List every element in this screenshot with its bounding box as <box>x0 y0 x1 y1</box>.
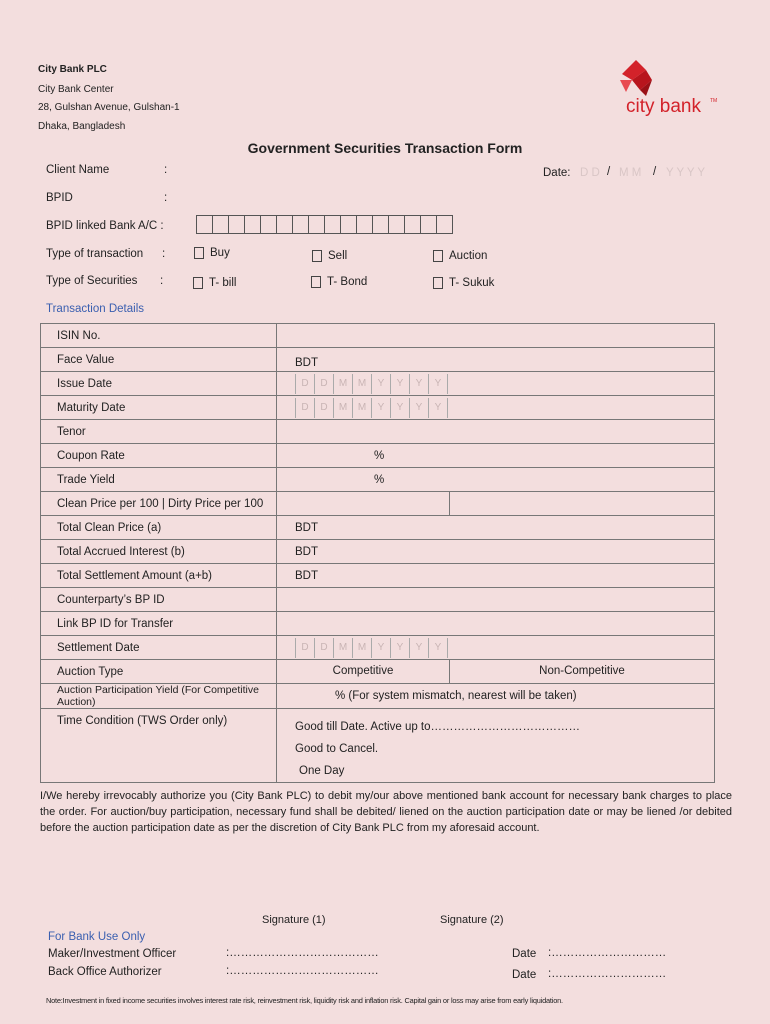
table-row <box>41 468 715 492</box>
tbond-label: T- Bond <box>327 276 368 289</box>
face-value-label: Face Value <box>41 348 277 372</box>
table-row <box>41 372 715 396</box>
price-field[interactable] <box>277 492 715 516</box>
table-row <box>41 348 715 372</box>
time-condition-label: Time Condition (TWS Order only) <box>41 709 277 783</box>
maturity-date-label: Maturity Date <box>41 396 277 420</box>
tbond-checkbox[interactable] <box>311 276 367 288</box>
maker-signature-line[interactable]: :………………………………… <box>226 947 379 959</box>
table-row <box>41 684 715 709</box>
maker-label: Maker/Investment Officer <box>48 948 177 960</box>
percent-sign: % <box>374 449 385 462</box>
trade-yield-field[interactable] <box>277 468 715 492</box>
accrued-interest-label: Total Accrued Interest (b) <box>41 540 277 564</box>
colon: : <box>164 164 168 176</box>
bdt-label: BDT <box>295 545 318 558</box>
transaction-details-table <box>40 323 715 783</box>
date-year-field[interactable]: Y Y Y Y <box>666 167 706 179</box>
date-grid: D D M M Y Y Y Y <box>295 638 714 658</box>
city-bank-logo <box>606 58 718 120</box>
dirty-price-field[interactable] <box>450 492 714 515</box>
tsukuk-label: T- Sukuk <box>449 277 495 290</box>
bank-use-heading: For Bank Use Only <box>48 931 146 943</box>
date-grid: D D M M Y Y Y Y <box>295 374 714 394</box>
address-line-2: 28, Gulshan Avenue, Gulshan-1 <box>38 102 180 113</box>
bdt-label: BDT <box>295 521 318 534</box>
buy-label: Buy <box>210 247 230 260</box>
tenor-field[interactable] <box>277 420 715 444</box>
counterparty-label: Counterparty’s BP ID <box>41 588 277 612</box>
isin-label: ISIN No. <box>41 324 277 348</box>
auction-type-label: Auction Type <box>41 660 277 684</box>
coupon-rate-field[interactable] <box>277 444 715 468</box>
colon: : <box>160 275 164 287</box>
back-office-signature-line[interactable]: :………………………………… <box>226 965 379 977</box>
competitive-option[interactable]: Competitive <box>277 660 450 683</box>
address-line-3: Dhaka, Bangladesh <box>38 121 126 132</box>
good-to-cancel-option[interactable]: Good to Cancel. <box>295 743 379 755</box>
maker-date-label: Date <box>512 948 537 960</box>
time-condition-field <box>277 709 715 783</box>
counterparty-field[interactable] <box>277 588 715 612</box>
footnote: Note:Investment in fixed income securities involves interest rate risk, reinvestment risk, liquidity risk and inflation risk. Capital gain or loss may arise from early liquidation. <box>46 996 563 1005</box>
sell-checkbox[interactable] <box>312 250 347 262</box>
settlement-amount-field[interactable] <box>277 564 715 588</box>
bdt-label: BDT <box>295 356 318 369</box>
face-value-field[interactable] <box>277 348 715 372</box>
table-row <box>41 444 715 468</box>
date-label: Date: <box>543 167 571 179</box>
client-name-label: Client Name <box>46 164 110 176</box>
settlement-amount-label: Total Settlement Amount (a+b) <box>41 564 277 588</box>
date-grid: D D M M Y Y Y Y <box>295 398 714 418</box>
clean-price-field[interactable] <box>277 492 450 515</box>
type-transaction-label: Type of transaction <box>46 248 144 260</box>
colon: : <box>164 192 168 204</box>
logo-text: city bank <box>626 96 701 117</box>
table-row <box>41 612 715 636</box>
bpid-label: BPID <box>46 192 73 204</box>
trade-yield-label: Trade Yield <box>41 468 277 492</box>
tsukuk-checkbox[interactable] <box>433 277 494 289</box>
auction-type-field <box>277 660 715 684</box>
auction-label: Auction <box>449 250 488 263</box>
back-office-label: Back Office Authorizer <box>48 966 162 978</box>
maker-date-line[interactable]: :………………………… <box>548 947 667 959</box>
tenor-label: Tenor <box>41 420 277 444</box>
good-till-date-option[interactable]: Good till Date. Active up to………………………………… <box>295 721 581 733</box>
coupon-rate-label: Coupon Rate <box>41 444 277 468</box>
tbill-label: T- bill <box>209 277 237 290</box>
company-name: City Bank PLC <box>38 64 107 75</box>
non-competitive-option[interactable]: Non-Competitive <box>539 665 625 677</box>
isin-field[interactable] <box>277 324 715 348</box>
table-row <box>41 636 715 660</box>
authorization-text: I/We hereby irrevocably authorize you (City Bank PLC) to debit my/our above mentioned bank account for necessary bank charges to place the order. For auction/buy participation, necessary fund shall be debited/ liened on the auction participation date or may be liened /or debited before the auction participation date as per the discretion of City Bank PLC from my aforesaid account. <box>40 790 732 834</box>
signature-2-label: Signature (2) <box>440 914 504 926</box>
one-day-option[interactable]: One Day <box>299 765 345 777</box>
bpid-bank-label: BPID linked Bank A/C : <box>46 220 164 232</box>
signature-1-label: Signature (1) <box>262 914 326 926</box>
auction-yield-label: Auction Participation Yield (For Competitive Auction) <box>41 684 277 709</box>
bdt-label: BDT <box>295 569 318 582</box>
issue-date-field[interactable] <box>277 372 715 396</box>
table-row <box>41 420 715 444</box>
table-row <box>41 709 715 783</box>
total-clean-field[interactable] <box>277 516 715 540</box>
accrued-interest-field[interactable] <box>277 540 715 564</box>
sell-label: Sell <box>328 250 348 263</box>
yield-note: % (For system mismatch, nearest will be taken) <box>335 690 577 702</box>
table-row <box>41 564 715 588</box>
maturity-date-field[interactable] <box>277 396 715 420</box>
address-line-1: City Bank Center <box>38 84 114 95</box>
table-row <box>41 588 715 612</box>
issue-date-label: Issue Date <box>41 372 277 396</box>
back-office-date-label: Date <box>512 969 537 981</box>
transaction-details-heading: Transaction Details <box>46 303 145 315</box>
buy-checkbox[interactable] <box>194 247 230 259</box>
type-securities-label: Type of Securities <box>46 275 138 287</box>
tbill-checkbox[interactable] <box>193 277 236 289</box>
date-month-field[interactable]: M M <box>619 167 642 179</box>
form-title: Government Securities Transaction Form <box>247 140 523 156</box>
back-office-date-line[interactable]: :………………………… <box>548 968 667 980</box>
table-row <box>41 492 715 516</box>
table-row <box>41 516 715 540</box>
settlement-date-field[interactable] <box>277 636 715 660</box>
settlement-date-label: Settlement Date <box>41 636 277 660</box>
date-day-field[interactable]: D D <box>580 167 600 179</box>
total-clean-label: Total Clean Price (a) <box>41 516 277 540</box>
table-row <box>41 660 715 684</box>
auction-yield-field[interactable] <box>277 684 715 709</box>
bpid-bank-account-boxes[interactable] <box>197 215 453 234</box>
table-row <box>41 540 715 564</box>
link-bp-field[interactable] <box>277 612 715 636</box>
colon: : <box>162 248 166 260</box>
logo-tm: TM <box>710 98 718 104</box>
auction-checkbox[interactable] <box>433 250 487 262</box>
link-bp-label: Link BP ID for Transfer <box>41 612 277 636</box>
price-label: Clean Price per 100 | Dirty Price per 100 <box>41 492 277 516</box>
table-row <box>41 324 715 348</box>
percent-sign: % <box>374 473 385 486</box>
table-row <box>41 396 715 420</box>
